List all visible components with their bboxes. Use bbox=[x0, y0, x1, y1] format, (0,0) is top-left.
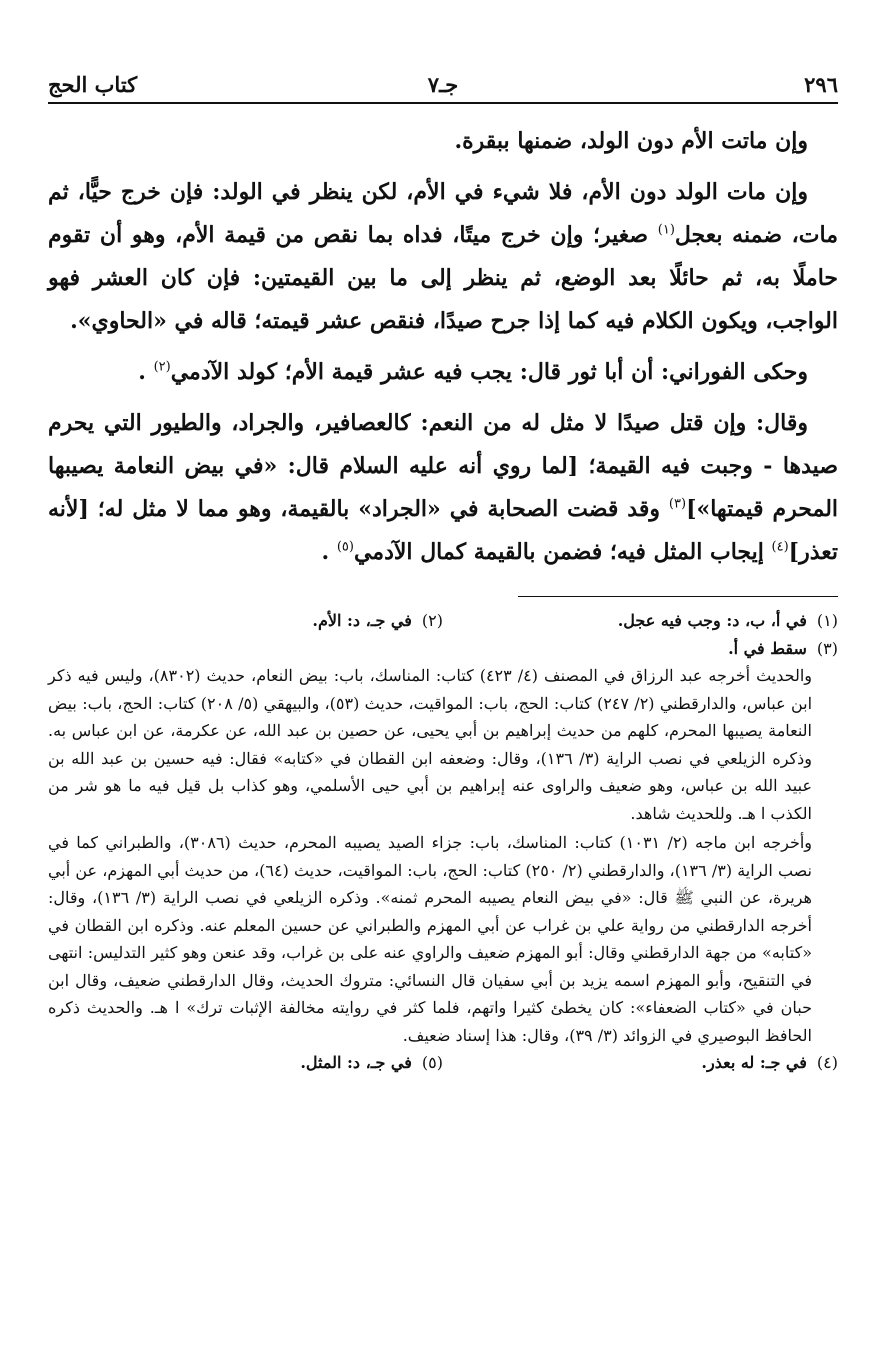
footnote-3 bbox=[48, 635, 838, 1050]
book-page bbox=[48, 70, 838, 1077]
paragraph-text: وإن مات الولد دون الأم، فلا شيء في الأم، لكن ينظر في الولد: فإن خرج حيًّا، ثم مات، ضمنه بعجل bbox=[48, 179, 838, 248]
paragraph-text: وحكى الفوراني: أن أبا ثور قال: يجب فيه عشر قيمة الأم؛ كولد الآدمي bbox=[170, 359, 808, 385]
footnote-separator bbox=[518, 596, 838, 597]
footnote-text: في جـ: له بعذر. bbox=[701, 1053, 807, 1072]
footnote-marker[interactable]: (٥) bbox=[336, 539, 354, 555]
footnote-text: في أ، ب، د: وجب فيه عجل. bbox=[617, 611, 807, 630]
footnote-number: (٥) bbox=[421, 1053, 443, 1072]
footnote-4 bbox=[443, 1049, 838, 1077]
main-text bbox=[48, 120, 838, 574]
footnotes bbox=[48, 607, 838, 1077]
footnote-number: (١) bbox=[816, 611, 838, 630]
page-number: ٢٩٦ bbox=[804, 72, 838, 97]
footnote-marker[interactable]: (٤) bbox=[771, 539, 789, 555]
footnote-number: (٤) bbox=[816, 1053, 838, 1072]
footnote-marker[interactable]: (١) bbox=[657, 222, 675, 238]
paragraph bbox=[48, 351, 838, 394]
footnote-marker[interactable]: (٣) bbox=[668, 496, 687, 512]
footnote-marker[interactable]: (٢) bbox=[153, 359, 171, 375]
footnote-body bbox=[48, 662, 838, 1049]
paragraph bbox=[48, 171, 838, 343]
footnote-text: في جـ، د: الأم. bbox=[312, 611, 412, 630]
footnote-paragraph: وأخرجه ابن ماجه (٢/ ١٠٣١) كتاب: المناسك، باب: جزاء الصيد يصيبه المحرم، حديث (٣٠٨٦)، والطبراني كما في نصب الراية (٣/ ١٣٦)، والدارقطني (٢/ ٢٥٠) كتاب: الحج، باب: المواقيت، حديث (٦٤)، من حديث أبي المهزم، عن أبي هريرة، عن النبي ﷺ قال: «في بيض النعام يصيبه المحرم ثمنه». وذكره الزيلعي في نصب الراية (٣/ ١٣٦)، وقال: أخرجه الدارقطني من رواية علي بن غراب عن أبي المهزم والطبراني عن حسين المعلم عنه. وذكره ابن القطان في «كتابه» من جهة الدارقطني وقال: أبو المهزم ضعيف والراوي عنه على بن غراب، وقد عنعن وهو كثير التدليس: انتهى في التنقيح، وأبو المهزم اسمه يزيد بن أبي سفيان قال النسائي: متروك الحديث، وقال الدارقطني ضعيف، وقال ابن حبان في «كتاب الضعفاء»: كان يخطئ كثيرا واتهم، فلما كثر في روايته مخالفة الإثبات ترك» ا هـ. والحديث ذكره الحافظ البوصيري في الزوائد (٣/ ٣٩)، وقال: هذا إسناد ضعيف. bbox=[48, 833, 813, 1045]
footnote-paragraph: والحديث أخرجه عبد الرزاق في المصنف (٤/ ٤٢٣) كتاب: المناسك، باب: بيض النعام، حديث (٨٣٠٢)، وليس فيه ذكر ابن عباس، والدارقطني (٢/ ٢٤٧) كتاب: الحج، باب: المواقيت، حديث (٥٣)، والبيهقي (٥/ ٢٠٨) كتاب: الحج، باب: بيض النعامة يصيبها المحرم، كلهم من حديث إبراهيم بن أبي يحيى، عن حصين بن عبد الله، عن عكرمة، عن ابن عباس به. وذكره الزيلعي في نصب الراية (٣/ ١٣٦)، وقال: وضعفه ابن القطان في «كتابه» فقال: فيه حسين بن عبد الله بن عبيد الله بن عباس، وهو ضعيف والراوى عنه إبراهيم بن أبي حيى الأسلمي، وهو كذاب بل قيل فيه ما هو شر من الكذب ا هـ. وللحديث شاهد. bbox=[48, 666, 813, 823]
paragraph-text: وقال: وإن قتل صيدًا لا مثل له من النعم: كالعصافير، والجراد، والطيور التي يحرم صيدها - وجبت فيه القيمة؛ [لما روي أنه عليه السلام قال: «في بيض النعامة يصيبها المحرم قيمتها»] bbox=[48, 410, 839, 522]
footnote-number: (٣) bbox=[816, 638, 838, 658]
footnote-1 bbox=[443, 607, 838, 635]
paragraph-text: وقد قضت الصحابة في «الجراد» بالقيمة، وهو مما لا مثل له؛ [لأنه تعذر] bbox=[48, 496, 838, 565]
paragraph-text: . bbox=[138, 359, 154, 385]
footnote-number: (٢) bbox=[421, 611, 443, 630]
paragraph bbox=[48, 120, 838, 163]
footnote-2 bbox=[48, 607, 443, 635]
running-header bbox=[48, 70, 838, 104]
paragraph-text: صغير؛ وإن خرج ميتًا، فداه بما نقص من قيمة الأم، وهو أن تقوم حاملًا به، ثم حائلًا بعد الوضع، ثم ينظر إلى ما بين القيمتين: فإن كان العشر فهو الواجب، ويكون الكلام فيه كما إذا جرح صيدًا، فنقص عشر قيمته؛ قاله في «الحاوي». bbox=[48, 222, 839, 334]
paragraph bbox=[48, 402, 838, 574]
paragraph-text: إيجاب المثل فيه؛ فضمن بالقيمة كمال الآدمي bbox=[353, 539, 772, 565]
book-title: كتاب الحج bbox=[48, 72, 138, 97]
footnote-row bbox=[48, 607, 838, 635]
footnote-row bbox=[48, 1049, 838, 1077]
footnote-text: في جـ، د: المثل. bbox=[300, 1053, 412, 1072]
volume-number: جـ٧ bbox=[427, 72, 459, 97]
paragraph-text: وإن ماتت الأم دون الولد، ضمنها ببقرة. bbox=[454, 128, 808, 154]
footnote-text: سقط في أ. bbox=[728, 638, 807, 658]
footnote-5 bbox=[48, 1049, 443, 1077]
paragraph-text: . bbox=[321, 539, 337, 565]
